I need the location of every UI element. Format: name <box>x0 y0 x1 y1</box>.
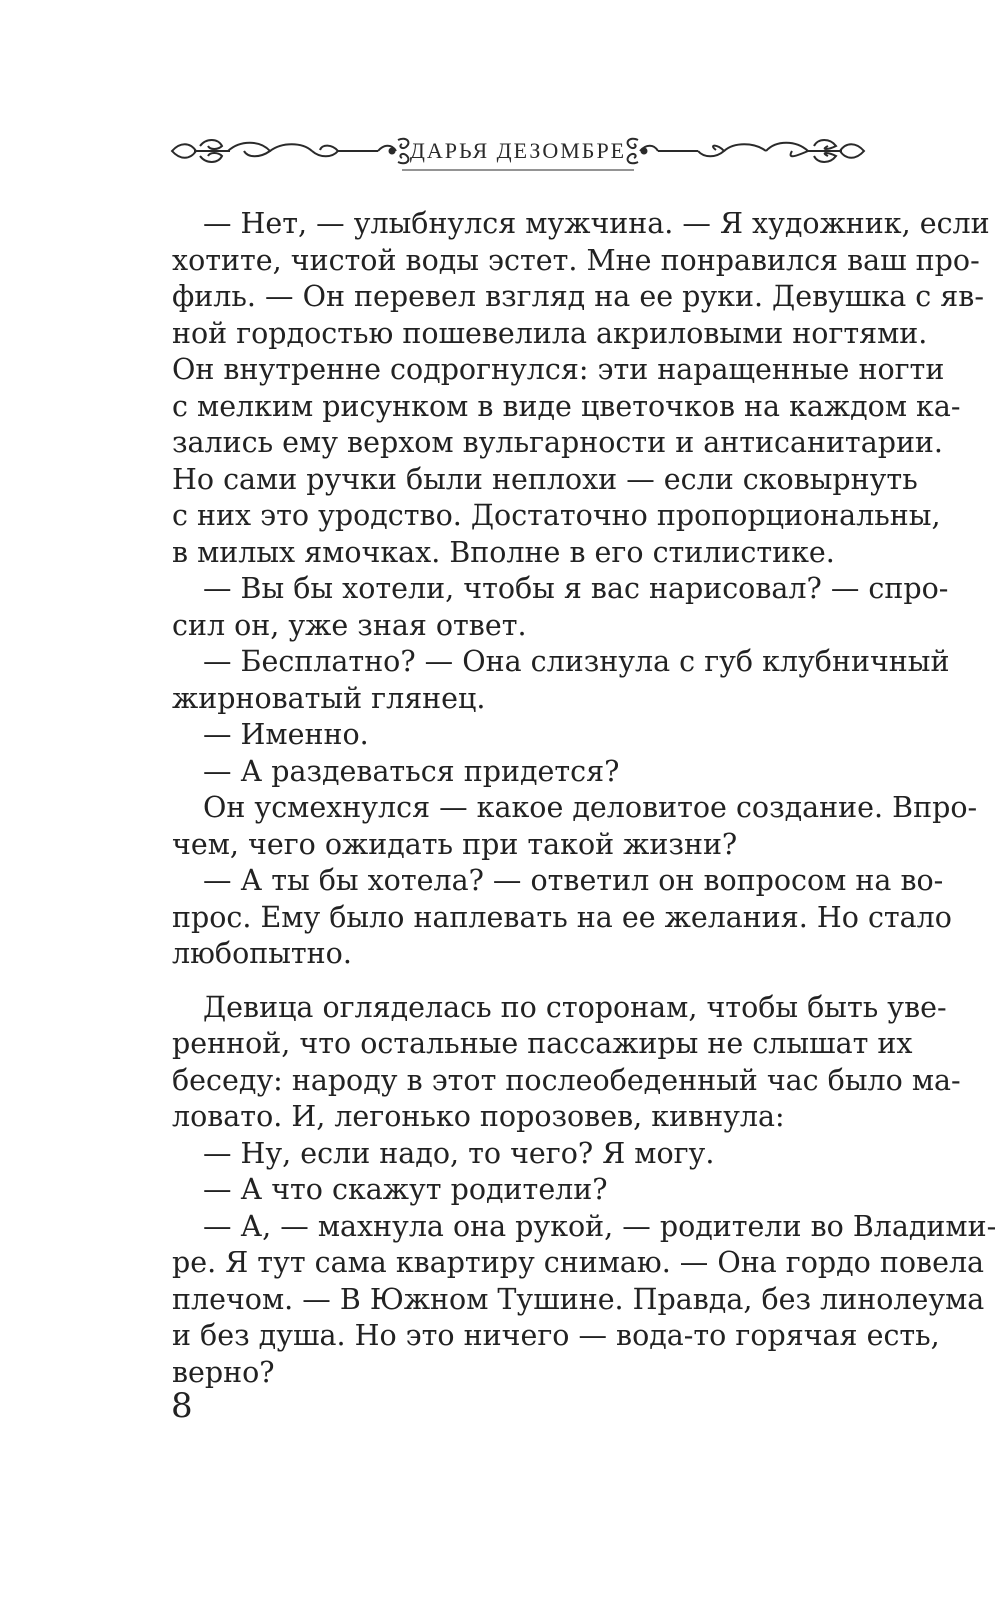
text-line: ной гордостью пошевелила акриловыми ногтями. <box>172 316 928 350</box>
page-number: 8 <box>171 1386 193 1426</box>
body-text <box>172 206 997 1391</box>
text-line: — А ты бы хотела? — ответил он вопросом на во- <box>203 864 944 897</box>
text-line: сил он, уже зная ответ. <box>172 608 527 642</box>
text-line: ре. Я тут сама квартиру снимаю. — Она гордо повела <box>172 1246 985 1279</box>
text-line: с мелким рисунком в виде цветочков на каждом ка- <box>172 389 961 423</box>
text-line: Девица огляделась по сторонам, чтобы быть уве- <box>203 990 947 1024</box>
text-line: — Ну, если надо, то чего? Я могу. <box>203 1136 715 1170</box>
text-line: — А, — махнула она рукой, — родители во Владими- <box>203 1209 997 1243</box>
text-line: чем, чего ожидать при такой жизни? <box>172 827 738 861</box>
text-line: зались ему верхом вульгарности и антисанитарии. <box>172 426 943 459</box>
running-header <box>170 128 866 174</box>
text-line: в милых ямочках. Вполне в его стилистике. <box>172 535 835 569</box>
text-line: — А раздеваться придется? <box>203 754 620 788</box>
text-line: плечом. — В Южном Тушине. Правда, без линолеума <box>172 1282 985 1316</box>
text-line: с них это уродство. Достаточно пропорциональны, <box>172 499 941 532</box>
text-line: — Именно. <box>203 718 369 751</box>
text-line: жирноватый глянец. <box>172 681 486 715</box>
running-header-author: ДАРЬЯ ДЕЗОМБРЕ <box>409 138 627 163</box>
text-line: — Нет, — улыбнулся мужчина. — Я художник, если <box>203 207 990 240</box>
text-line: хотите, чистой воды эстет. Мне понравился ваш про- <box>172 243 980 277</box>
text-line: — Бесплатно? — Она слизнула с губ клубничный <box>203 645 950 678</box>
text-line: — А что скажут родители? <box>203 1173 608 1206</box>
text-line: Но сами ручки были неплохи — если сковырнуть <box>172 462 918 496</box>
text-line: Он внутренне содрогнулся: эти наращенные ногти <box>172 353 945 386</box>
text-line: ренной, что остальные пассажиры не слышат их <box>172 1027 913 1060</box>
text-line: и без душа. Но это ничего — вода-то горячая есть, <box>172 1319 940 1352</box>
text-line: Он усмехнулся — какое деловитое создание. Впро- <box>203 791 978 824</box>
text-line: — Вы бы хотели, чтобы я вас нарисовал? — спро- <box>203 572 949 605</box>
text-line: верно? <box>172 1355 275 1389</box>
text-line: беседу: народу в этот послеобеденный час было ма- <box>172 1063 961 1097</box>
text-line: ловато. И, легонько порозовев, кивнула: <box>172 1100 785 1133</box>
text-line: прос. Ему было наплевать на ее желания. Но стало <box>172 900 952 934</box>
text-line: филь. — Он перевел взгляд на ее руки. Девушка с яв- <box>172 280 984 313</box>
text-line: любопытно. <box>172 937 352 970</box>
